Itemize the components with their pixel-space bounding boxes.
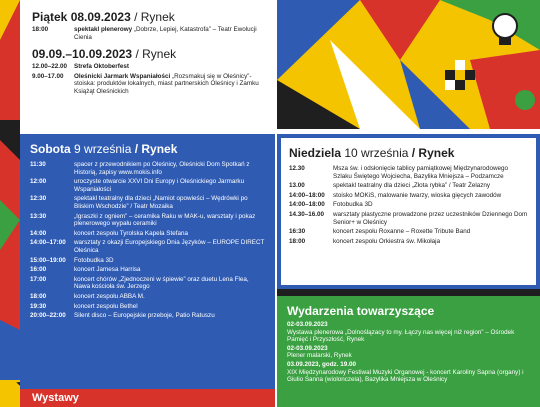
weekend-event	[32, 63, 263, 71]
event-time: 14:00–17:00	[30, 239, 66, 247]
event-time: 9.00–17.00	[32, 72, 64, 80]
event-time: 14:00–18:00	[289, 201, 325, 209]
event-time: 14.30–16.00	[289, 210, 325, 218]
event-desc: „Igraszki z ogniem” – ceramika Raku w MAK-u, warsztaty i pokaz plenerowego wypału ceramiki	[74, 212, 256, 228]
deco-bulb-base	[499, 37, 511, 45]
event-time: 19:30	[30, 302, 47, 310]
event-desc: Wystawa plenerowa „Dolnoślązacy to my. Łączy nas więcej niż region” – Ośrodek Pamięć i Przyszłość, Rynek	[287, 328, 515, 344]
accompanying-heading	[287, 304, 530, 318]
event-time: 16:30	[289, 228, 306, 236]
event-time: 16:00	[30, 266, 47, 274]
deco-checker-4	[455, 60, 465, 70]
event-time: 12:00	[30, 178, 47, 186]
friday-heading-place: / Rynek	[134, 10, 175, 24]
accompanying-event	[287, 321, 530, 344]
weekend-heading	[32, 47, 263, 61]
saturday-event	[30, 230, 265, 238]
accompanying-event	[287, 361, 530, 384]
saturday-event	[30, 293, 265, 301]
event-desc: Fotobudka 3D	[74, 256, 114, 264]
saturday-event	[30, 257, 265, 265]
saturday-event	[30, 195, 265, 210]
event-text: „Rozsmakuj się w Oleśnicy”- stoiska: produktów lokalnych, miast partnerskich Oleśnicy i Zamku Książąt Oleśnickich	[74, 72, 259, 95]
accompanying-event	[287, 345, 530, 360]
event-date: 02-03.09.2023	[287, 321, 328, 328]
sunday-event	[289, 182, 528, 190]
accompanying-panel	[277, 296, 540, 407]
friday-panel	[20, 0, 275, 129]
saturday-event	[30, 276, 265, 291]
event-time: 12.30	[289, 165, 305, 172]
event-desc: warsztaty z okazji Europejskiego Dnia Języków – EUROPE DIRECT Oleśnica	[74, 239, 265, 254]
saturday-event	[30, 266, 265, 274]
event-desc: Plener malarski, Rynek	[287, 352, 352, 360]
event-time: 18:00	[32, 26, 49, 33]
event-desc: koncert zespołu Orkiestra św. Mikołaja	[333, 237, 441, 245]
event-time: 17:00	[30, 275, 47, 283]
event-desc: Silent disco – Europejskie przeboje, Patio Ratuszu	[74, 312, 215, 320]
event-desc: XIX Międzynarodowy Festiwal Muzyki Organowej - koncert Karoliny Sapna (organy) i Giulio Sanna (wiolonczela), Bazylika Mniejsza w Oleśnicy	[287, 368, 524, 384]
sunday-event	[289, 238, 528, 246]
event-desc: warsztaty plastyczne prowadzone przez uczestników Dziennego Dom Senior+ w Oleśnicy	[333, 210, 528, 226]
event-time: 13.00	[289, 182, 305, 190]
saturday-event	[30, 239, 265, 254]
exhibitions-heading: Wystawy	[20, 389, 275, 407]
friday-event	[32, 26, 263, 41]
event-desc	[74, 73, 263, 96]
event-desc: stoisko MOKiS, malowanie twarzy, wioska gięcych zawodów	[333, 191, 502, 199]
event-title: Strefa Oktoberfest	[74, 63, 129, 71]
event-desc: koncert chórów „Zjednoczeni w śpiewie” oraz duetu Lena Flea, Nawa kościoła św. Jerzego	[74, 275, 249, 291]
sunday-event	[289, 211, 528, 226]
event-desc: koncert Jamesa Harrisa	[74, 266, 141, 274]
event-title: Oleśnicki Jarmark Wspaniałości	[74, 72, 171, 80]
event-desc: spektakl teatralny dla dzieci „Namiot opowieści – Wędrówki po Bliskim Wschodzie” / Teatr Mozaika	[74, 195, 248, 210]
event-time: 12.00–22.00	[32, 63, 68, 71]
event-desc: koncert zespołu Roxanne – Roxette Tribute Band	[333, 228, 471, 236]
deco-checker-1	[445, 70, 455, 80]
sunday-heading-date: 10 września	[344, 146, 409, 160]
event-time: 14:00	[30, 229, 47, 237]
sunday-panel	[277, 134, 540, 289]
deco-checker-5	[445, 80, 455, 90]
deco-mid-band	[277, 289, 540, 296]
deco-left-yellow	[0, 380, 20, 407]
weekend-heading-day: 09.09.–10.09.2023	[32, 47, 133, 62]
event-desc	[74, 63, 263, 71]
event-time: 13:30	[30, 212, 47, 220]
event-time: 18:00	[30, 292, 47, 300]
saturday-heading-day: Sobota	[30, 142, 71, 156]
event-time: 20:00–22:00	[30, 312, 66, 320]
saturday-heading	[30, 142, 265, 156]
saturday-event	[30, 312, 265, 320]
friday-heading-day: Piątek 08.09.2023	[32, 10, 131, 24]
event-time: 11:30	[30, 161, 46, 168]
deco-leaf	[515, 90, 535, 110]
event-desc: Fotobudka 3D	[333, 201, 373, 209]
deco-checker-3	[465, 70, 475, 80]
sunday-heading	[289, 146, 528, 160]
saturday-heading-place: / Rynek	[134, 142, 178, 156]
saturday-panel	[20, 134, 275, 389]
sunday-heading-place: / Rynek	[411, 146, 455, 160]
weekend-heading-place: / Rynek	[135, 47, 177, 62]
weekend-event	[32, 73, 263, 96]
sunday-event	[289, 192, 528, 200]
deco-bulb	[493, 14, 517, 38]
event-date: 03.09.2023, godz. 19.00	[287, 360, 356, 368]
event-time: 12:30	[30, 195, 47, 203]
event-desc: Msza św. i odsłonięcie tablicy pamiątkowej Międzynarodowego Szlaku Świętego Wojciecha, Bazylika Mniejsza – Podzamcze	[333, 165, 508, 180]
event-desc: uroczyste otwarcie XXVI Dni Europy i Oleśnickiego Jarmarku Wspaniałości	[74, 178, 245, 193]
event-desc: spacer z przewodnikiem po Oleśnicy, Oleśnicki Dom Spotkań z Historią, zapisy www.mokis.info	[74, 161, 250, 176]
accompanying-heading-text: Wydarzenia towarzyszące	[287, 304, 435, 318]
event-desc	[74, 26, 263, 41]
sunday-event	[289, 228, 528, 236]
deco-checker-2	[455, 80, 465, 90]
sunday-heading-day: Niedziela	[289, 146, 342, 160]
saturday-event	[30, 178, 265, 193]
event-desc: koncert zespołu ABBA M.	[74, 292, 145, 300]
event-text: „Dobrze, Lepiej, Katastrofa” – Teatr Ewolucji Cienia	[74, 26, 257, 41]
event-desc: spektakl teatralny dla dzieci „Złota rybka” / Teatr Żelazny	[333, 182, 491, 190]
saturday-heading-date: 9 września	[74, 142, 132, 156]
saturday-event	[30, 213, 265, 228]
event-title: spektakl plenerowy	[74, 26, 133, 33]
event-desc: koncert zespołu Bethel	[74, 302, 138, 310]
event-desc: koncert zespołu Tyrolska Kapela Stefana	[74, 229, 188, 237]
friday-heading	[32, 10, 263, 24]
event-date: 02-03.09.2023	[287, 344, 328, 352]
event-time: 14:00–18:00	[289, 191, 325, 199]
saturday-event	[30, 303, 265, 311]
event-time: 15:00–19:00	[30, 256, 66, 264]
sunday-event	[289, 201, 528, 209]
event-time: 18:00	[289, 237, 306, 245]
saturday-event	[30, 161, 265, 176]
sunday-event	[289, 165, 528, 180]
